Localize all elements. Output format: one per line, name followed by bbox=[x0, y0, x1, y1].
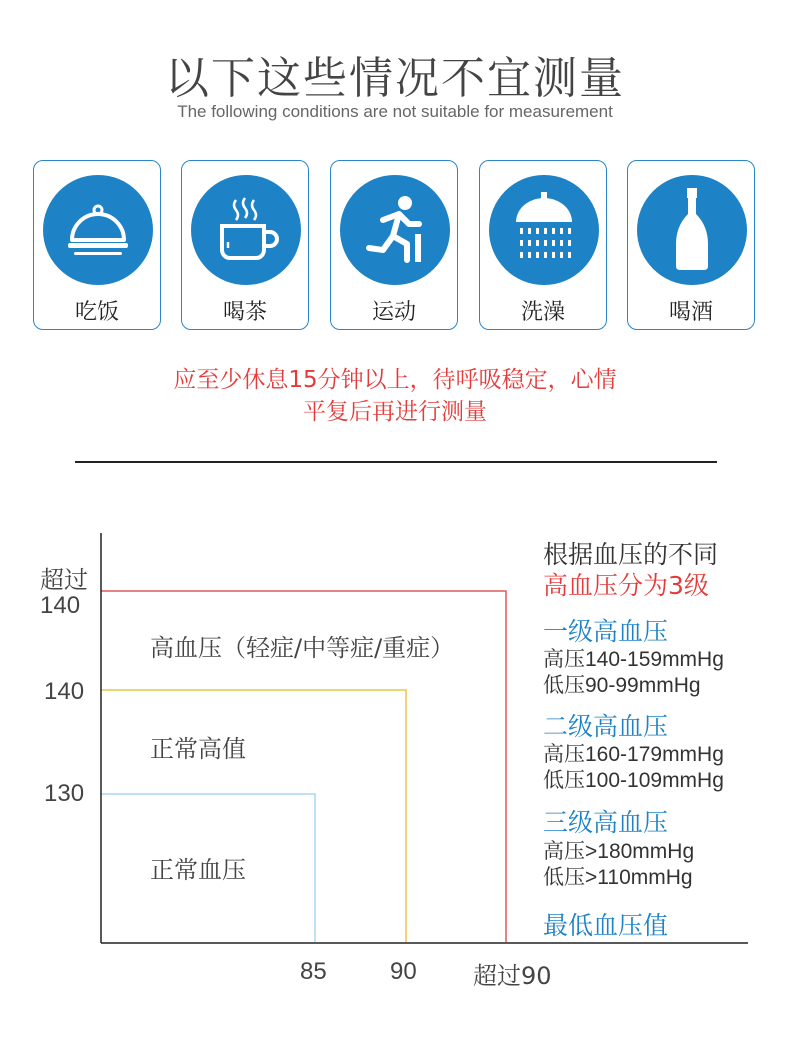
grade-diastolic: 低压90-99mmHg bbox=[543, 674, 701, 697]
grade-title: 一级高血压 bbox=[543, 617, 669, 646]
y-axis-top-label-line1: 超过 bbox=[40, 566, 88, 594]
grade-diastolic: 低压>110mmHg bbox=[543, 866, 693, 889]
grade-systolic: 高压160-179mmHg bbox=[543, 743, 724, 766]
x-tick-label: 90 bbox=[390, 958, 417, 985]
condition-label: 吃饭 bbox=[74, 300, 119, 325]
zone-label-normal: 正常血压 bbox=[150, 856, 246, 884]
page-title: 以下这些情况不宜测量 bbox=[165, 53, 625, 104]
grade-title: 三级高血压 bbox=[543, 808, 669, 837]
condition-label: 喝酒 bbox=[668, 300, 713, 325]
notice-line-2: 平复后再进行测量 bbox=[303, 399, 487, 425]
legend-footer: 最低血压值 bbox=[543, 911, 669, 940]
y-tick-label: 130 bbox=[44, 780, 85, 807]
grade-systolic: 高压>180mmHg bbox=[543, 840, 695, 863]
condition-label: 喝茶 bbox=[222, 300, 267, 325]
grade-title: 二级高血压 bbox=[543, 712, 669, 741]
page-subtitle: The following conditions are not suitable for measurement bbox=[177, 102, 613, 121]
zone-label-high: 高血压（轻症/中等症/重症） bbox=[150, 634, 455, 662]
legend-heading: 根据血压的不同 bbox=[543, 540, 719, 569]
grade-systolic: 高压140-159mmHg bbox=[543, 648, 724, 671]
zone-normal-high-outline bbox=[101, 690, 406, 942]
x-tick-label: 85 bbox=[300, 958, 327, 985]
condition-label: 洗澡 bbox=[520, 300, 565, 325]
condition-label: 运动 bbox=[371, 300, 416, 325]
notice-line-1: 应至少休息15分钟以上，待呼吸稳定，心情 bbox=[173, 367, 617, 393]
legend-subheading: 高血压分为3级 bbox=[543, 571, 709, 600]
x-tick-label: 超过90 bbox=[473, 962, 552, 990]
grade-diastolic: 低压100-109mmHg bbox=[543, 769, 724, 792]
y-axis-top-label-line2: 140 bbox=[40, 592, 81, 619]
zone-label-normal-high: 正常高值 bbox=[150, 735, 246, 763]
y-tick-label: 140 bbox=[44, 678, 85, 705]
